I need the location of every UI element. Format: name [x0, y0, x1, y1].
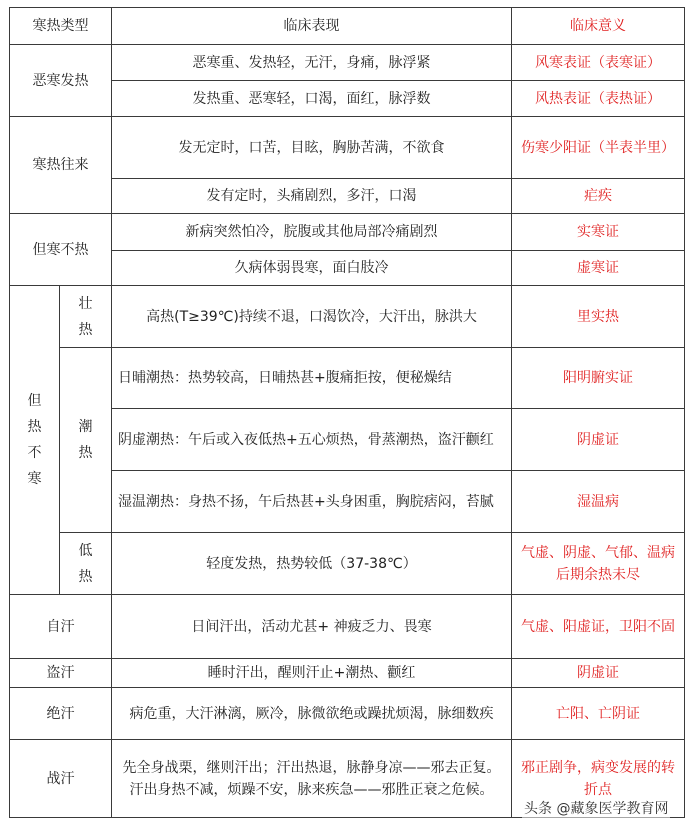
table-row — [10, 659, 685, 688]
table-row — [10, 81, 685, 117]
manifestation-cell: 发热重、恶寒轻，口渴，面红，脉浮数 — [112, 81, 512, 117]
manifestation-cell: 轻度发热，热势较低（37-38℃） — [112, 533, 512, 595]
manifestation-cell: 久病体弱畏寒，面白肢冷 — [112, 251, 512, 286]
cold-heat-table — [9, 7, 685, 818]
meaning-cell: 伤寒少阳证（半表半里） — [512, 117, 685, 179]
meaning-cell: 风寒表证（表寒证） — [512, 45, 685, 81]
subtype-label: 壮热 — [78, 295, 93, 338]
table-row — [10, 533, 685, 595]
table-row — [10, 348, 685, 409]
table-row — [10, 595, 685, 659]
meaning-cell: 风热表证（表热证） — [512, 81, 685, 117]
meaning-cell: 虚寒证 — [512, 251, 685, 286]
type-cell: 盗汗 — [10, 659, 112, 688]
manifestation-cell: 发有定时，头痛剧烈，多汗，口渴 — [112, 179, 512, 214]
table-row — [10, 688, 685, 740]
meaning-cell: 湿温病 — [512, 471, 685, 533]
manifestation-cell: 恶寒重、发热轻，无汗，身痛，脉浮紧 — [112, 45, 512, 81]
header-type: 寒热类型 — [10, 8, 112, 45]
manifestation-cell: 阴虚潮热：午后或入夜低热+五心烦热，骨蒸潮热，盗汗颧红 — [112, 409, 512, 471]
type-cell: 绝汗 — [10, 688, 112, 740]
meaning-cell: 实寒证 — [512, 214, 685, 251]
type-cell-vertical — [10, 286, 60, 595]
source-watermark: 头条 @藏象医学教育网 — [522, 798, 670, 818]
subtype-cell — [60, 348, 112, 533]
manifestation-cell: 病危重，大汗淋漓，厥冷，脉微欲绝或躁扰烦渴，脉细数疾 — [112, 688, 512, 740]
table-row — [10, 409, 685, 471]
meaning-cell: 气虚、阴虚、气郁、温病后期余热未尽 — [512, 533, 685, 595]
manifestation-cell: 新病突然怕冷，脘腹或其他局部冷痛剧烈 — [112, 214, 512, 251]
manifestation-cell: 高热(T≥39℃)持续不退，口渴饮冷，大汗出，脉洪大 — [112, 286, 512, 348]
table-row — [10, 214, 685, 251]
type-cell: 恶寒发热 — [10, 45, 112, 117]
manifestation-cell: 先全身战栗，继则汗出；汗出热退，脉静身凉——邪去正复。汗出身热不减，烦躁不安，脉来疾急——邪胜正衰之危候。 — [112, 740, 512, 818]
type-label: 但热不寒 — [27, 393, 42, 487]
meaning-cell: 阳明腑实证 — [512, 348, 685, 409]
type-cell: 战汗 — [10, 740, 112, 818]
type-cell: 寒热往来 — [10, 117, 112, 214]
type-cell: 但寒不热 — [10, 214, 112, 286]
table-row — [10, 179, 685, 214]
subtype-cell — [60, 533, 112, 595]
table-row — [10, 117, 685, 179]
meaning-cell: 邪正剧争，病变发展的转折点 — [512, 740, 685, 818]
subtype-label: 潮热 — [78, 419, 93, 461]
subtype-cell — [60, 286, 112, 348]
table-row — [10, 286, 685, 348]
table-row — [10, 471, 685, 533]
meaning-cell: 亡阳、亡阴证 — [512, 688, 685, 740]
meaning-cell: 疟疾 — [512, 179, 685, 214]
manifestation-cell: 睡时汗出，醒则汗止+潮热、颧红 — [112, 659, 512, 688]
manifestation-cell: 日晡潮热：热势较高，日晡热甚+腹痛拒按，便秘燥结 — [112, 348, 512, 409]
table-row — [10, 251, 685, 286]
subtype-label: 低热 — [78, 542, 93, 585]
meaning-cell: 气虚、阳虚证，卫阳不固 — [512, 595, 685, 659]
manifestation-cell: 湿温潮热：身热不扬，午后热甚+头身困重，胸脘痞闷，苔腻 — [112, 471, 512, 533]
table-row — [10, 45, 685, 81]
header-manifestation: 临床表现 — [112, 8, 512, 45]
header-row — [10, 8, 685, 45]
type-cell: 自汗 — [10, 595, 112, 659]
meaning-cell: 阴虚证 — [512, 659, 685, 688]
meaning-cell: 里实热 — [512, 286, 685, 348]
manifestation-cell: 发无定时，口苦，目眩，胸胁苦满，不欲食 — [112, 117, 512, 179]
header-meaning: 临床意义 — [512, 8, 685, 45]
manifestation-cell: 日间汗出，活动尤甚+ 神疲乏力、畏寒 — [112, 595, 512, 659]
meaning-cell: 阴虚证 — [512, 409, 685, 471]
